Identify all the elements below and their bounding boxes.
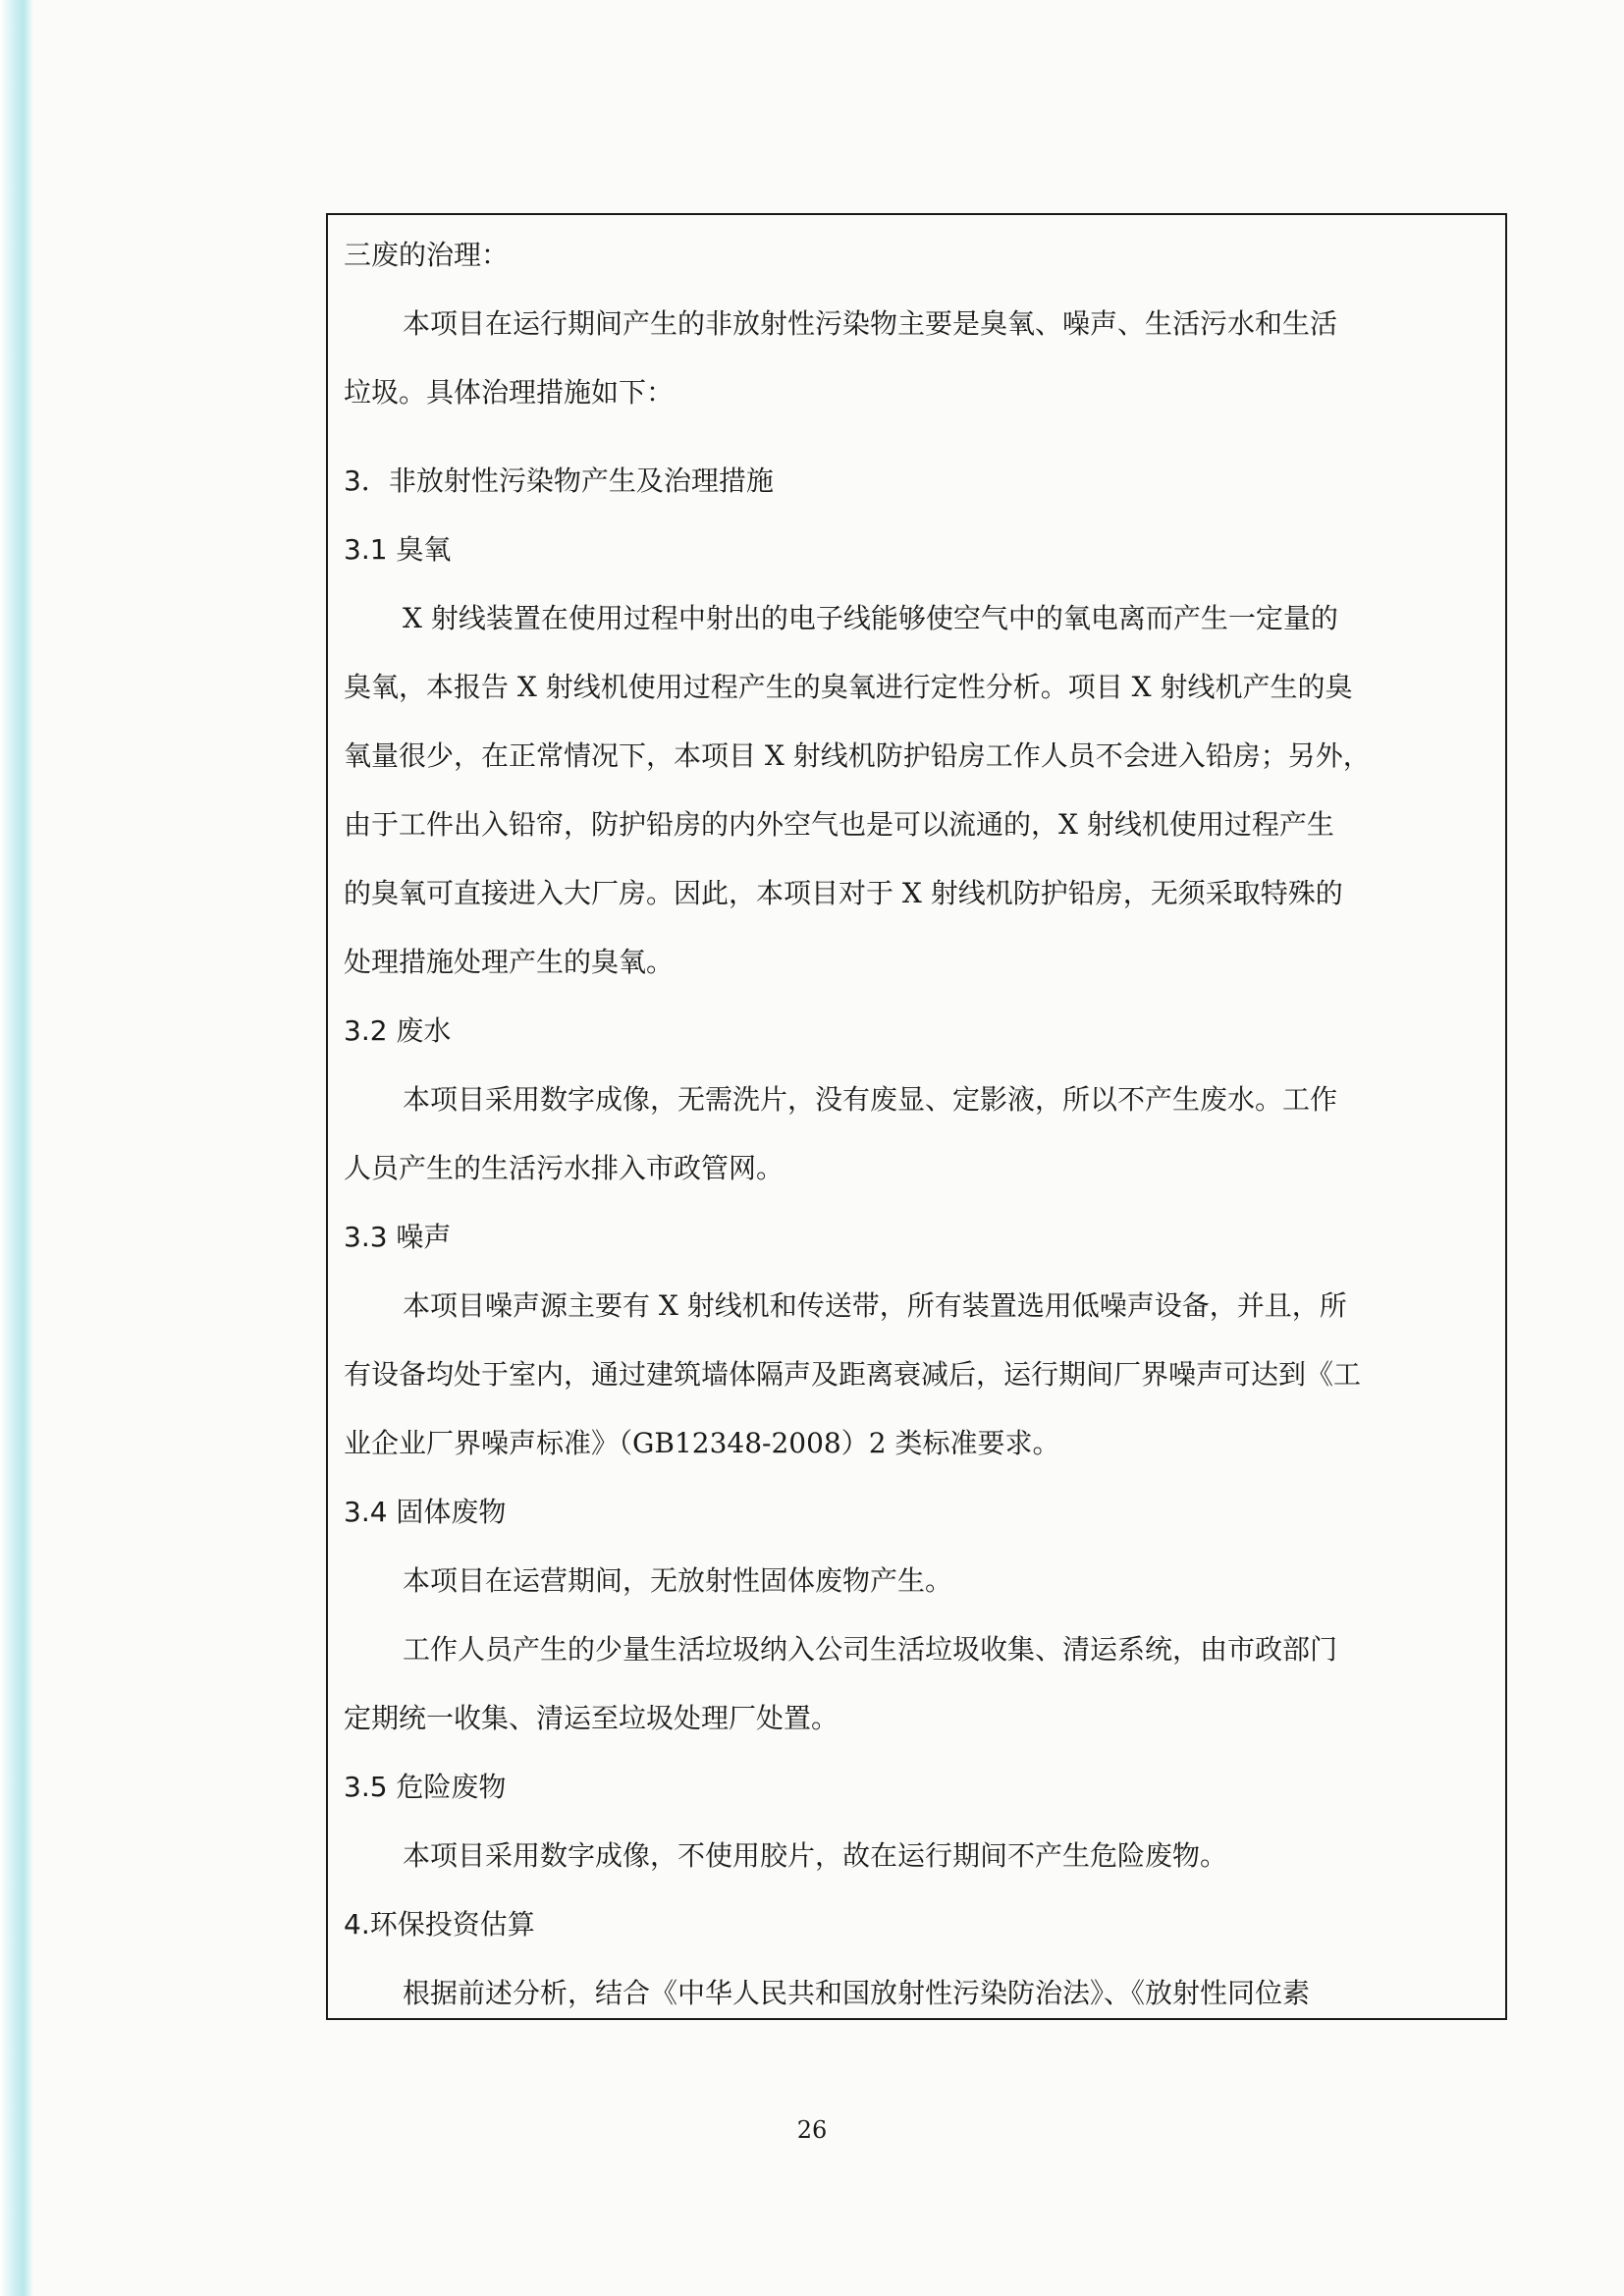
- body-text-line: 人员产生的生活污水排入市政管网。: [344, 1152, 785, 1184]
- section-heading: 3.4 固体废物: [344, 1496, 507, 1528]
- body-text-line: X 射线装置在使用过程中射出的电子线能够使空气中的氧电离而产生一定量的: [403, 602, 1338, 634]
- body-text-line: 垃圾。具体治理措施如下：: [344, 376, 675, 409]
- body-text-line: 本项目在运行期间产生的非放射性污染物主要是臭氧、噪声、生活污水和生活: [403, 307, 1338, 340]
- section-heading: 3.1 臭氧: [344, 533, 452, 566]
- scan-edge: [0, 0, 33, 2296]
- body-text-line: 氧量很少，在正常情况下，本项目 X 射线机防护铅房工作人员不会进入铅房；另外，: [344, 739, 1371, 772]
- body-text-line: 业企业厂界噪声标准》（GB12348-2008）2 类标准要求。: [344, 1427, 1060, 1459]
- body-text-line: 本项目采用数字成像，不使用胶片，故在运行期间不产生危险废物。: [403, 1839, 1228, 1872]
- text-lines: [344, 221, 1489, 2020]
- body-text-line: 本项目在运营期间，无放射性固体废物产生。: [403, 1564, 953, 1597]
- section-heading: 3．非放射性污染物产生及治理措施: [344, 465, 774, 497]
- body-text-line: 定期统一收集、清运至垃圾处理厂处置。: [344, 1702, 839, 1734]
- section-heading: 三废的治理：: [344, 239, 510, 271]
- body-text-line: 有设备均处于室内，通过建筑墙体隔声及距离衰减后，运行期间厂界噪声可达到《工: [344, 1358, 1362, 1391]
- body-text-line: 本项目采用数字成像，无需洗片，没有废显、定影液，所以不产生废水。工作: [403, 1083, 1338, 1116]
- section-heading: 4.环保投资估算: [344, 1908, 535, 1941]
- page-number: 26: [796, 2116, 828, 2144]
- body-text-line: 臭氧，本报告 X 射线机使用过程产生的臭氧进行定性分析。项目 X 射线机产生的臭: [344, 671, 1353, 703]
- section-heading: 3.2 废水: [344, 1014, 452, 1047]
- body-text-line: 的臭氧可直接进入大厂房。因此，本项目对于 X 射线机防护铅房，无须采取特殊的: [344, 877, 1343, 909]
- content-box: [326, 213, 1507, 2020]
- body-text-line: 根据前述分析，结合《中华人民共和国放射性污染防治法》、《放射性同位素: [403, 1977, 1311, 2009]
- section-gap: [344, 427, 1489, 447]
- body-text-line: 处理措施处理产生的臭氧。: [344, 946, 675, 978]
- body-text-line: 工作人员产生的少量生活垃圾纳入公司生活垃圾收集、清运系统，由市政部门: [403, 1633, 1338, 1666]
- body-text-line: 由于工件出入铅帘，防护铅房的内外空气也是可以流通的，X 射线机使用过程产生: [344, 808, 1334, 841]
- section-heading: 3.5 危险废物: [344, 1771, 507, 1803]
- body-text-line: 本项目噪声源主要有 X 射线机和传送带，所有装置选用低噪声设备，并且，所: [403, 1289, 1347, 1322]
- section-heading: 3.3 噪声: [344, 1221, 452, 1253]
